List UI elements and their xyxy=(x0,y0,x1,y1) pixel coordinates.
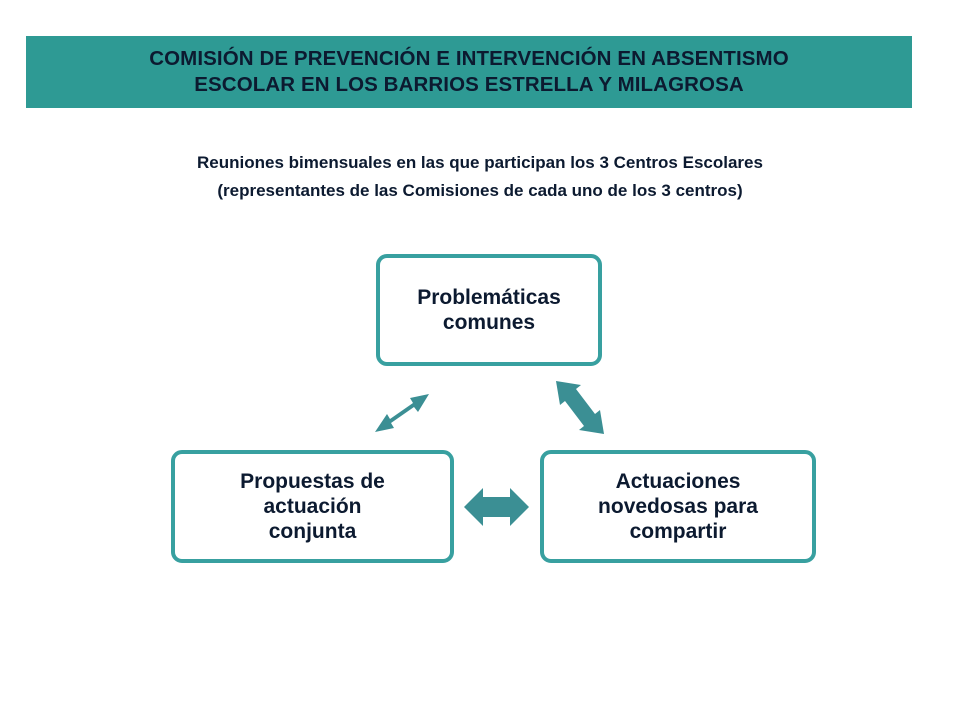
node-actuaciones-novedosas xyxy=(540,450,816,563)
arrow-bottom xyxy=(464,488,529,526)
node-label-line: actuación xyxy=(263,495,362,518)
node-problematicas-comunes xyxy=(376,254,602,366)
node-label-line: comunes xyxy=(442,311,536,334)
node-label-line: conjunta xyxy=(268,520,357,543)
meeting-description-line-1: Reuniones bimensuales en las que participan los 3 Centros Escolares xyxy=(197,153,763,172)
meeting-description-line-2: (representantes de las Comisiones de cada uno de los 3 centros) xyxy=(217,181,743,200)
node-label-line: Problemáticas xyxy=(417,286,561,309)
node-label-line: compartir xyxy=(629,520,727,543)
arrow-top-right xyxy=(556,381,604,434)
node-propuestas-de-actuacion xyxy=(171,450,454,563)
node-label-line: Actuaciones xyxy=(615,470,741,493)
header-title-line-2: ESCOLAR EN LOS BARRIOS ESTRELLA Y MILAGROSA xyxy=(194,73,744,96)
node-label-line: novedosas para xyxy=(598,495,758,518)
node-label-line: Propuestas de xyxy=(240,470,385,493)
header-title-line-1: COMISIÓN DE PREVENCIÓN E INTERVENCIÓN EN ABSENTISMO xyxy=(149,47,789,70)
arrow-top-left xyxy=(375,394,429,432)
